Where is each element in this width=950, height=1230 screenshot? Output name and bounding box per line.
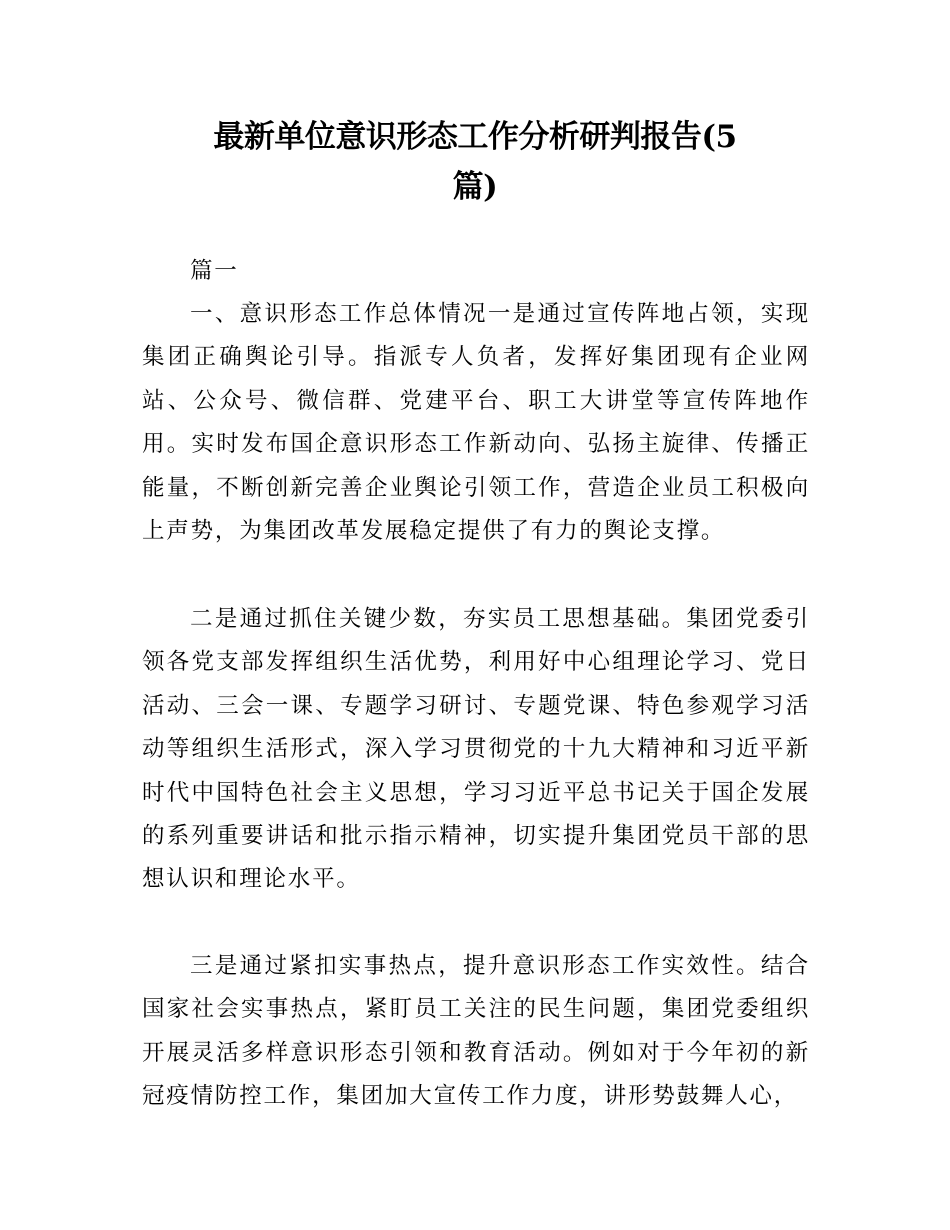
title-line-2: 篇) [452, 169, 498, 205]
paragraph-1: 一、意识形态工作总体情况一是通过宣传阵地占领，实现集团正确舆论引导。指派专人负者，发挥好集团现有企业网站、公众号、微信群、党建平台、职工大讲堂等宣传阵地作用。实时发布国企意识形态工作新动向、弘扬主旋律、传播正能量，不断创新完善企业舆论引领工作，营造企业员工积极向上声势，为集团改革发展稳定提供了有力的舆论支撑。 [142, 301, 810, 545]
section-label: 篇一 [190, 258, 239, 284]
title-line-1: 最新单位意识形态工作分析研判报告(5 [213, 119, 737, 155]
paragraph-3: 三是通过紧扣实事热点，提升意识形态工作实效性。结合国家社会实事热点，紧盯员工关注的民生问题，集团党委组织开展灵活多样意识形态引领和教育活动。例如对于今年初的新冠疫情防控工作，集团加大宣传工作力度，讲形势鼓舞人心， [142, 953, 810, 1110]
document-title [140, 112, 810, 212]
paragraph-2: 二是通过抓住关键少数，夯实员工思想基础。集团党委引领各党支部发挥组织生活优势，利用好中心组理论学习、党日活动、三会一课、专题学习研讨、专题党课、特色参观学习活动等组织生活形式，深入学习贯彻党的十九大精神和习近平新时代中国特色社会主义思想，学习习近平总书记关于国企发展的系列重要讲话和批示指示精神，切实提升集团党员干部的思想认识和理论水平。 [142, 606, 810, 893]
